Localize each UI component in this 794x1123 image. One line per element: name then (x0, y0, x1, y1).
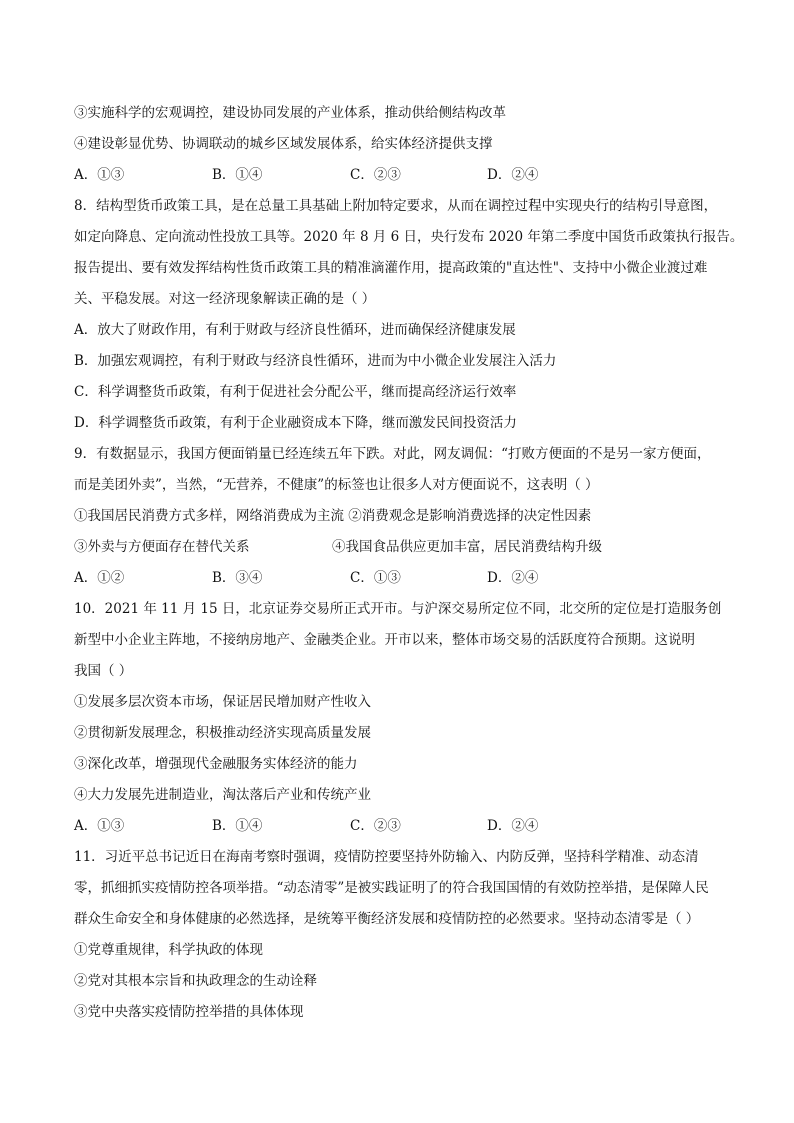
q10-option-a[interactable]: A．①③ (74, 818, 125, 834)
q7-option-a[interactable]: A．①③ (74, 167, 125, 183)
q9-item-3: ③外卖与方便面存在替代关系 (74, 539, 250, 555)
q9-items-3-4 (74, 538, 602, 556)
q8-stem-line: 8．结构型货币政策工具，是在总量工具基础上附加特定要求，从而在调控过程中实现央行的结构引导意图， (74, 198, 718, 214)
q9-item-4: ④我国食品供应更加丰富，居民消费结构升级 (332, 539, 602, 555)
q10-stem-line: 10．2021 年 11 月 15 日，北京证券交易所正式开市。与沪深交易所定位不同，北交所的定位是打造服务创 (74, 601, 722, 617)
q11-stem-line: 零，抓细抓实疫情防控各项举措。“动态清零”是被实践证明了的符合我国国情的有效防控举措，是保障人民 (74, 880, 709, 896)
q11-item-3: ③党中央落实疫情防控举措的具体体现 (74, 1004, 304, 1020)
q9-option-a[interactable]: A．①② (74, 570, 125, 586)
q10-item-1: ①发展多层次资本市场，保证居民增加财产性收入 (74, 694, 371, 710)
q9-option-c[interactable]: C．①③ (350, 570, 401, 586)
q9-items-1-2: ①我国居民消费方式多样，网络消费成为主流 ②消费观念是影响消费选择的决定性因素 (74, 508, 592, 524)
q9-option-d[interactable]: D．②④ (487, 570, 539, 586)
q10-item-3: ③深化改革，增强现代金融服务实体经济的能力 (74, 756, 358, 772)
q10-stem-line: 新型中小企业主阵地，不接纳房地产、金融类企业。开市以来，整体市场交易的活跃度符合预期。这说明 (74, 632, 695, 648)
q11-stem-line: 11．习近平总书记近日在海南考察时强调，疫情防控要坚持外防输入、内防反弹，坚持科学精准、动态清 (74, 849, 699, 865)
q7-options (74, 166, 694, 184)
q8-choice-d[interactable]: D．科学调整货币政策，有利于企业融资成本下降，继而激发民间投资活力 (74, 415, 517, 431)
q8-stem-line: 关、平稳发展。对这一经济现象解读正确的是（ ） (74, 291, 376, 307)
q8-choice-c[interactable]: C．科学调整货币政策，有利于促进社会分配公平，继而提高经济运行效率 (74, 384, 517, 400)
q7-option-b[interactable]: B．①④ (212, 167, 263, 183)
q10-options (74, 817, 694, 835)
q7-option-c[interactable]: C．②③ (350, 167, 401, 183)
q8-choice-b[interactable]: B．加强宏观调控，有利于财政与经济良性循环，进而为中小微企业发展注入活力 (74, 353, 557, 369)
q10-option-b[interactable]: B．①④ (212, 818, 263, 834)
q8-stem-line: 报告提出、要有效发挥结构性货币政策工具的精准滴灌作用，提高政策的"直达性"、支持中小微企业渡过难 (74, 260, 708, 276)
q7-item-3: ③实施科学的宏观调控，建设协同发展的产业体系，推动供给侧结构改革 (74, 105, 506, 121)
q9-options (74, 569, 694, 587)
q10-option-d[interactable]: D．②④ (487, 818, 539, 834)
q11-stem-line: 群众生命安全和身体健康的必然选择，是统筹平衡经济发展和疫情防控的必然要求。坚持动态清零是（ ） (74, 911, 700, 927)
q11-item-1: ①党尊重规律，科学执政的体现 (74, 942, 263, 958)
q7-item-4: ④建设彰显优势、协调联动的城乡区域发展体系，给实体经济提供支撑 (74, 136, 493, 152)
q8-stem-line: 如定向降息、定向流动性投放工具等。2020 年 8 月 6 日，央行发布 2020 年第二季度中国货币政策执行报告。 (74, 229, 744, 245)
q11-item-2: ②党对其根本宗旨和执政理念的生动诠释 (74, 973, 317, 989)
q9-stem-line: 而是美团外卖”，当然，“无营养，不健康”的标签也让很多人对方便面说不，这表明（ ） (74, 477, 599, 493)
q7-option-d[interactable]: D．②④ (487, 167, 539, 183)
q10-option-c[interactable]: C．②③ (350, 818, 401, 834)
q10-item-2: ②贯彻新发展理念，积极推动经济实现高质量发展 (74, 725, 371, 741)
q9-stem-line: 9．有数据显示，我国方便面销量已经连续五年下跌。对此，网友调侃：“打败方便面的不是另一家方便面， (74, 446, 711, 462)
q9-option-b[interactable]: B．③④ (212, 570, 263, 586)
q10-stem-line: 我国（ ） (74, 663, 133, 679)
q10-item-4: ④大力发展先进制造业，淘汰落后产业和传统产业 (74, 787, 371, 803)
q8-choice-a[interactable]: A．放大了财政作用，有利于财政与经济良性循环，进而确保经济健康发展 (74, 322, 516, 338)
